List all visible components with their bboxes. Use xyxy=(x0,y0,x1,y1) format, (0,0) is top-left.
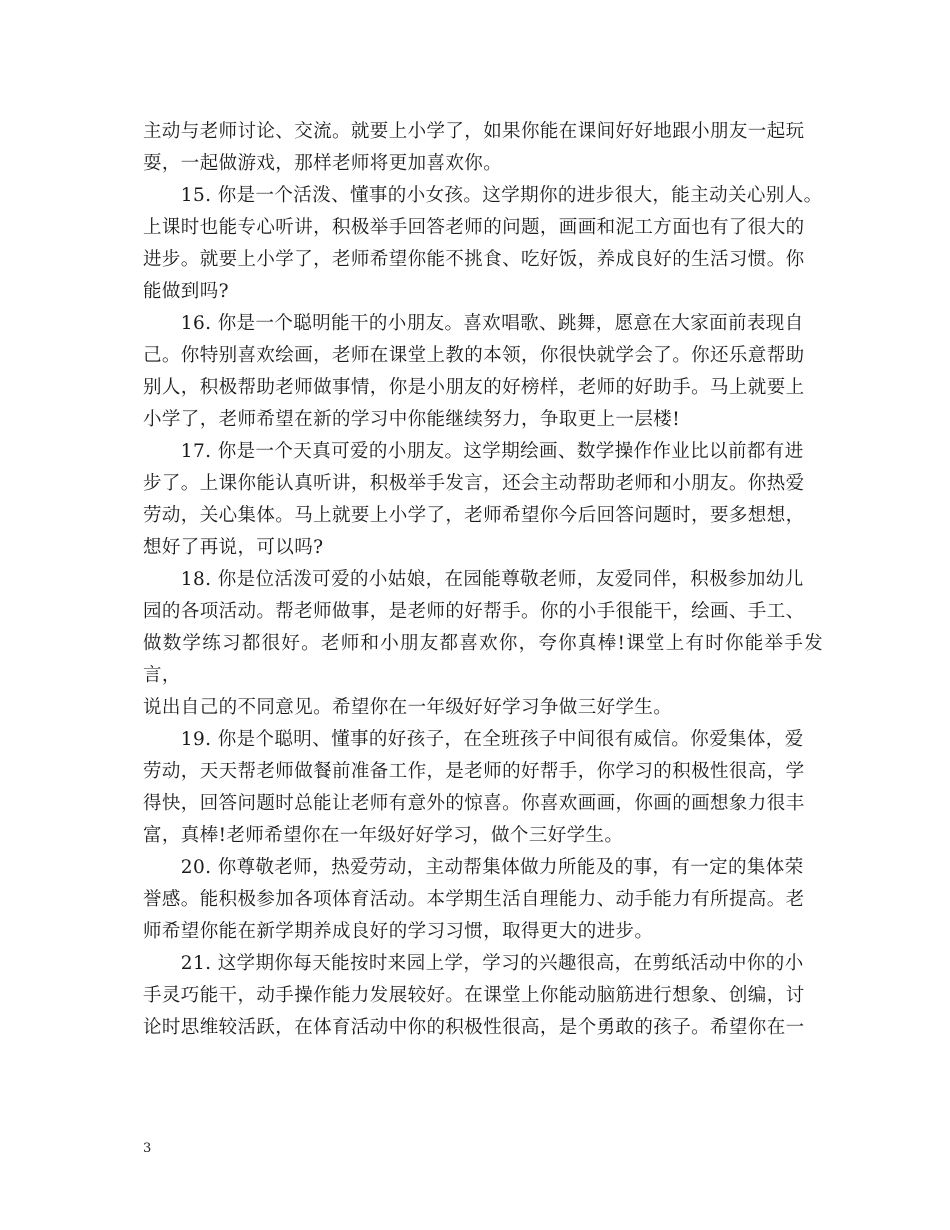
paragraph-21: 21. 这学期你每天能按时来园上学，学习的兴趣很高，在剪纸活动中你的小 手灵巧能干，动手操作能力发展较好。在课堂上你能动脑筋进行想象、创编，讨 论时思维较活跃，在体育活动中你的积极性很高，是个勇敢的孩子。希望你在一 xyxy=(143,953,805,1038)
paragraph-15: 15. 你是一个活泼、懂事的小女孩。这学期你的进步很大，能主动关心别人。 上课时也能专心听讲，积极举手回答老师的问题，画画和泥工方面也有了很大的 进步。就要上小学了，老师希望你能不挑食、吃好饭，养成良好的生活习惯。你 能做到吗? xyxy=(143,185,823,302)
paragraph-17: 17. 你是一个天真可爱的小朋友。这学期绘画、数学操作作业比以前都有进 步了。上课你能认真听讲，积极举手发言，还会主动帮助老师和小朋友。你热爱 劳动，关心集体。马上就要上小学了，老师希望你今后回答问题时，要多想想， 想好了再说，可以吗? xyxy=(143,441,805,558)
paragraph-20: 20. 你尊敬老师，热爱劳动，主动帮集体做力所能及的事，有一定的集体荣 誉感。能积极参加各项体育活动。本学期生活自理能力、动手能力有所提高。老 师希望你能在新学期养成良好的学习习惯，取得更大的进步。 xyxy=(143,857,805,942)
paragraph-16: 16. 你是一个聪明能干的小朋友。喜欢唱歌、跳舞，愿意在大家面前表现自 己。你特别喜欢绘画，老师在课堂上教的本领，你很快就学会了。你还乐意帮助 别人，积极帮助老师做事情，你是小朋友的好榜样，老师的好助手。马上就要上 小学了，老师希望在新的学习中你能继续努力，争取更上一层楼! xyxy=(143,313,805,430)
page-number: 3 xyxy=(143,1141,152,1156)
paragraph-19: 19. 你是个聪明、懂事的好孩子，在全班孩子中间很有威信。你爱集体，爱 劳动，天天帮老师做餐前准备工作，是老师的好帮手，你学习的积极性很高，学 得快，回答问题时总能让老师有意外的惊喜。你喜欢画画，你画的画想象力很丰 富，真棒!老师希望你在一年级好好学习，做个三好学生。 xyxy=(143,729,805,846)
paragraph-18: 18. 你是位活泼可爱的小姑娘，在园能尊敬老师，友爱同伴，积极参加幼儿 园的各项活动。帮老师做事，是老师的好帮手。你的小手很能干，绘画、手工、 做数学练习都很好。老师和小朋友都喜欢你，夸你真棒!课堂上有时你能举手发言， 说出自己的不同意见。希望你在一年级好好学习争做三好学生。 xyxy=(143,569,823,718)
document-body xyxy=(143,116,823,1044)
paragraph-14-continued: 主动与老师讨论、交流。就要上小学了，如果你能在课间好好地跟小朋友一起玩 耍，一起做游戏，那样老师将更加喜欢你。 xyxy=(143,121,805,174)
